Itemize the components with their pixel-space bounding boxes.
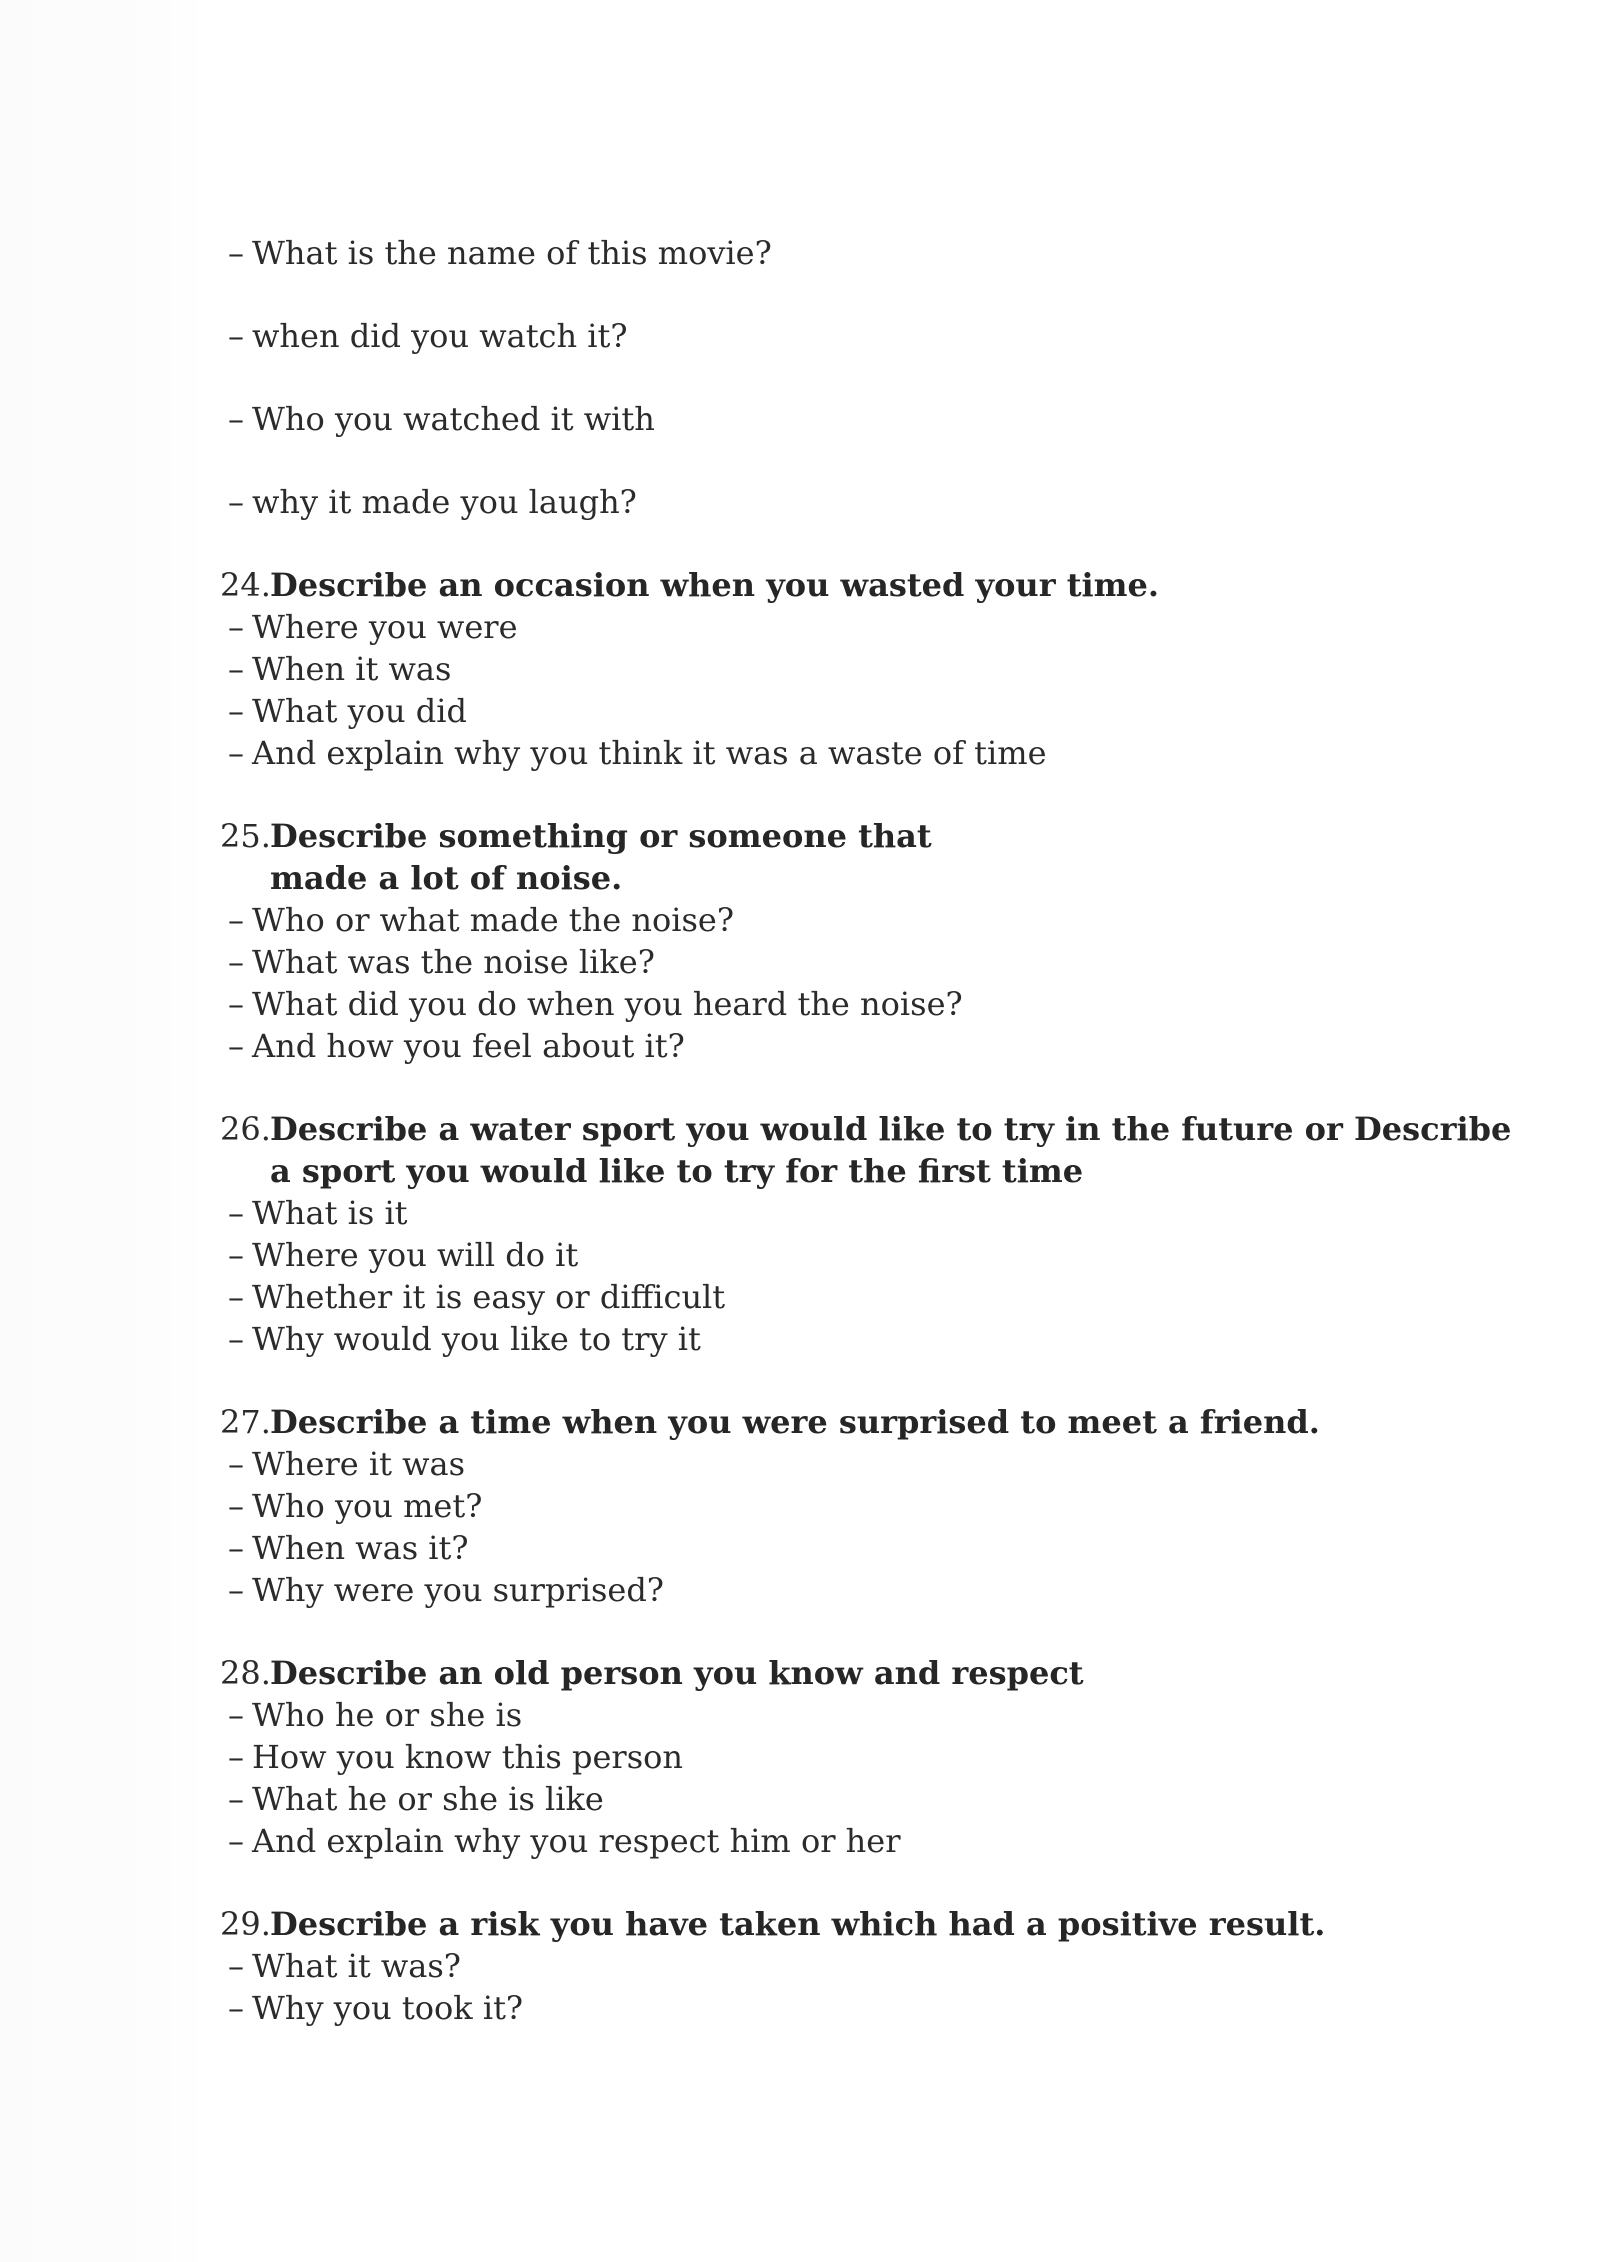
question-heading xyxy=(220,815,1520,899)
dash-glyph: – xyxy=(228,1236,244,1274)
intro-item-text: Who you watched it with xyxy=(252,400,655,438)
question-subitem xyxy=(220,1569,1520,1611)
intro-item xyxy=(220,232,1520,274)
dash-glyph: – xyxy=(228,650,244,688)
subitem-text: When was it? xyxy=(252,1529,469,1567)
subitem-text: Who you met? xyxy=(252,1487,483,1525)
dash-glyph: – xyxy=(228,985,244,1023)
subitem-text: And how you feel about it? xyxy=(252,1027,685,1065)
question-27 xyxy=(220,1401,1520,1611)
subitem-text: Where you were xyxy=(252,608,518,646)
subitem-text: How you know this person xyxy=(252,1738,683,1776)
dash-glyph: – xyxy=(228,943,244,981)
subitem-text: And explain why you respect him or her xyxy=(252,1822,901,1860)
dash-glyph: – xyxy=(228,1529,244,1567)
document-body xyxy=(220,232,1520,2070)
dash-glyph: – xyxy=(228,1822,244,1860)
subitem-text: What he or she is like xyxy=(252,1780,604,1818)
question-subitem xyxy=(220,899,1520,941)
question-26 xyxy=(220,1108,1520,1360)
subitem-text: What was the noise like? xyxy=(252,943,655,981)
question-heading xyxy=(220,1652,1520,1694)
question-24 xyxy=(220,564,1520,774)
subitem-text: Why would you like to try it xyxy=(252,1320,701,1358)
dash-glyph: – xyxy=(228,608,244,646)
question-25 xyxy=(220,815,1520,1067)
question-subitem xyxy=(220,1945,1520,1987)
question-28 xyxy=(220,1652,1520,1862)
question-title: Describe an old person you know and respect xyxy=(270,1654,1084,1692)
question-subitem xyxy=(220,1276,1520,1318)
subitem-text: Who or what made the noise? xyxy=(252,901,734,939)
intro-item xyxy=(220,315,1520,357)
dash-glyph: – xyxy=(228,483,244,521)
subitem-text: What is it xyxy=(252,1194,408,1232)
question-number: 29. xyxy=(220,1905,271,1943)
question-subitem xyxy=(220,1694,1520,1736)
dash-glyph: – xyxy=(228,1780,244,1818)
dash-glyph: – xyxy=(228,1947,244,1985)
dash-glyph: – xyxy=(228,1320,244,1358)
question-subitem xyxy=(220,1318,1520,1360)
question-number: 27. xyxy=(220,1403,271,1441)
question-title: Describe an occasion when you wasted your time. xyxy=(270,566,1159,604)
question-heading xyxy=(220,564,1520,606)
intro-item-text: What is the name of this movie? xyxy=(252,234,772,272)
page-margin-shade xyxy=(0,0,205,2262)
subitem-text: What it was? xyxy=(252,1947,461,1985)
subitem-text: What did you do when you heard the noise? xyxy=(252,985,963,1023)
subitem-text: Whether it is easy or difficult xyxy=(252,1278,726,1316)
question-number: 25. xyxy=(220,817,271,855)
question-subitem xyxy=(220,941,1520,983)
question-number: 24. xyxy=(220,566,271,604)
question-29 xyxy=(220,1903,1520,2029)
question-subitem xyxy=(220,1987,1520,2029)
intro-item-text: why it made you laugh? xyxy=(252,483,637,521)
dash-glyph: – xyxy=(228,1696,244,1734)
question-subitem xyxy=(220,690,1520,732)
dash-glyph: – xyxy=(228,1571,244,1609)
dash-glyph: – xyxy=(228,400,244,438)
question-subitem xyxy=(220,1443,1520,1485)
question-subitem xyxy=(220,1820,1520,1862)
dash-glyph: – xyxy=(228,317,244,355)
question-number: 26. xyxy=(220,1110,271,1148)
dash-glyph: – xyxy=(228,692,244,730)
dash-glyph: – xyxy=(228,1445,244,1483)
subitem-text: Where it was xyxy=(252,1445,465,1483)
subitem-text: Who he or she is xyxy=(252,1696,523,1734)
subitem-text: And explain why you think it was a waste of time xyxy=(252,734,1047,772)
question-heading xyxy=(220,1108,1520,1192)
dash-glyph: – xyxy=(228,901,244,939)
dash-glyph: – xyxy=(228,1989,244,2027)
question-subitem xyxy=(220,983,1520,1025)
question-heading xyxy=(220,1401,1520,1443)
question-title: Describe a time when you were surprised to meet a friend. xyxy=(270,1403,1320,1441)
intro-item xyxy=(220,481,1520,523)
subitem-text: When it was xyxy=(252,650,452,688)
question-subitem xyxy=(220,606,1520,648)
dash-glyph: – xyxy=(228,1194,244,1232)
question-subitem xyxy=(220,1736,1520,1778)
dash-glyph: – xyxy=(228,1278,244,1316)
question-subitem xyxy=(220,1234,1520,1276)
dash-glyph: – xyxy=(228,1487,244,1525)
question-subitem xyxy=(220,1485,1520,1527)
question-heading xyxy=(220,1903,1520,1945)
intro-item-text: when did you watch it? xyxy=(252,317,628,355)
dash-glyph: – xyxy=(228,734,244,772)
subitem-text: Why were you surprised? xyxy=(252,1571,664,1609)
question-subitem xyxy=(220,1527,1520,1569)
question-number: 28. xyxy=(220,1654,271,1692)
intro-item xyxy=(220,398,1520,440)
question-title: Describe something or someone that made a lot of noise. xyxy=(270,817,932,897)
dash-glyph: – xyxy=(228,1027,244,1065)
question-subitem xyxy=(220,1025,1520,1067)
dash-glyph: – xyxy=(228,1738,244,1776)
subitem-text: Where you will do it xyxy=(252,1236,579,1274)
question-subitem xyxy=(220,732,1520,774)
subitem-text: What you did xyxy=(252,692,467,730)
question-title: Describe a water sport you would like to try in the future or Describe a sport you would like to try for the first time xyxy=(270,1110,1512,1190)
question-subitem xyxy=(220,648,1520,690)
dash-glyph: – xyxy=(228,234,244,272)
subitem-text: Why you took it? xyxy=(252,1989,524,2027)
question-subitem xyxy=(220,1778,1520,1820)
question-subitem xyxy=(220,1192,1520,1234)
question-title: Describe a risk you have taken which had a positive result. xyxy=(270,1905,1326,1943)
